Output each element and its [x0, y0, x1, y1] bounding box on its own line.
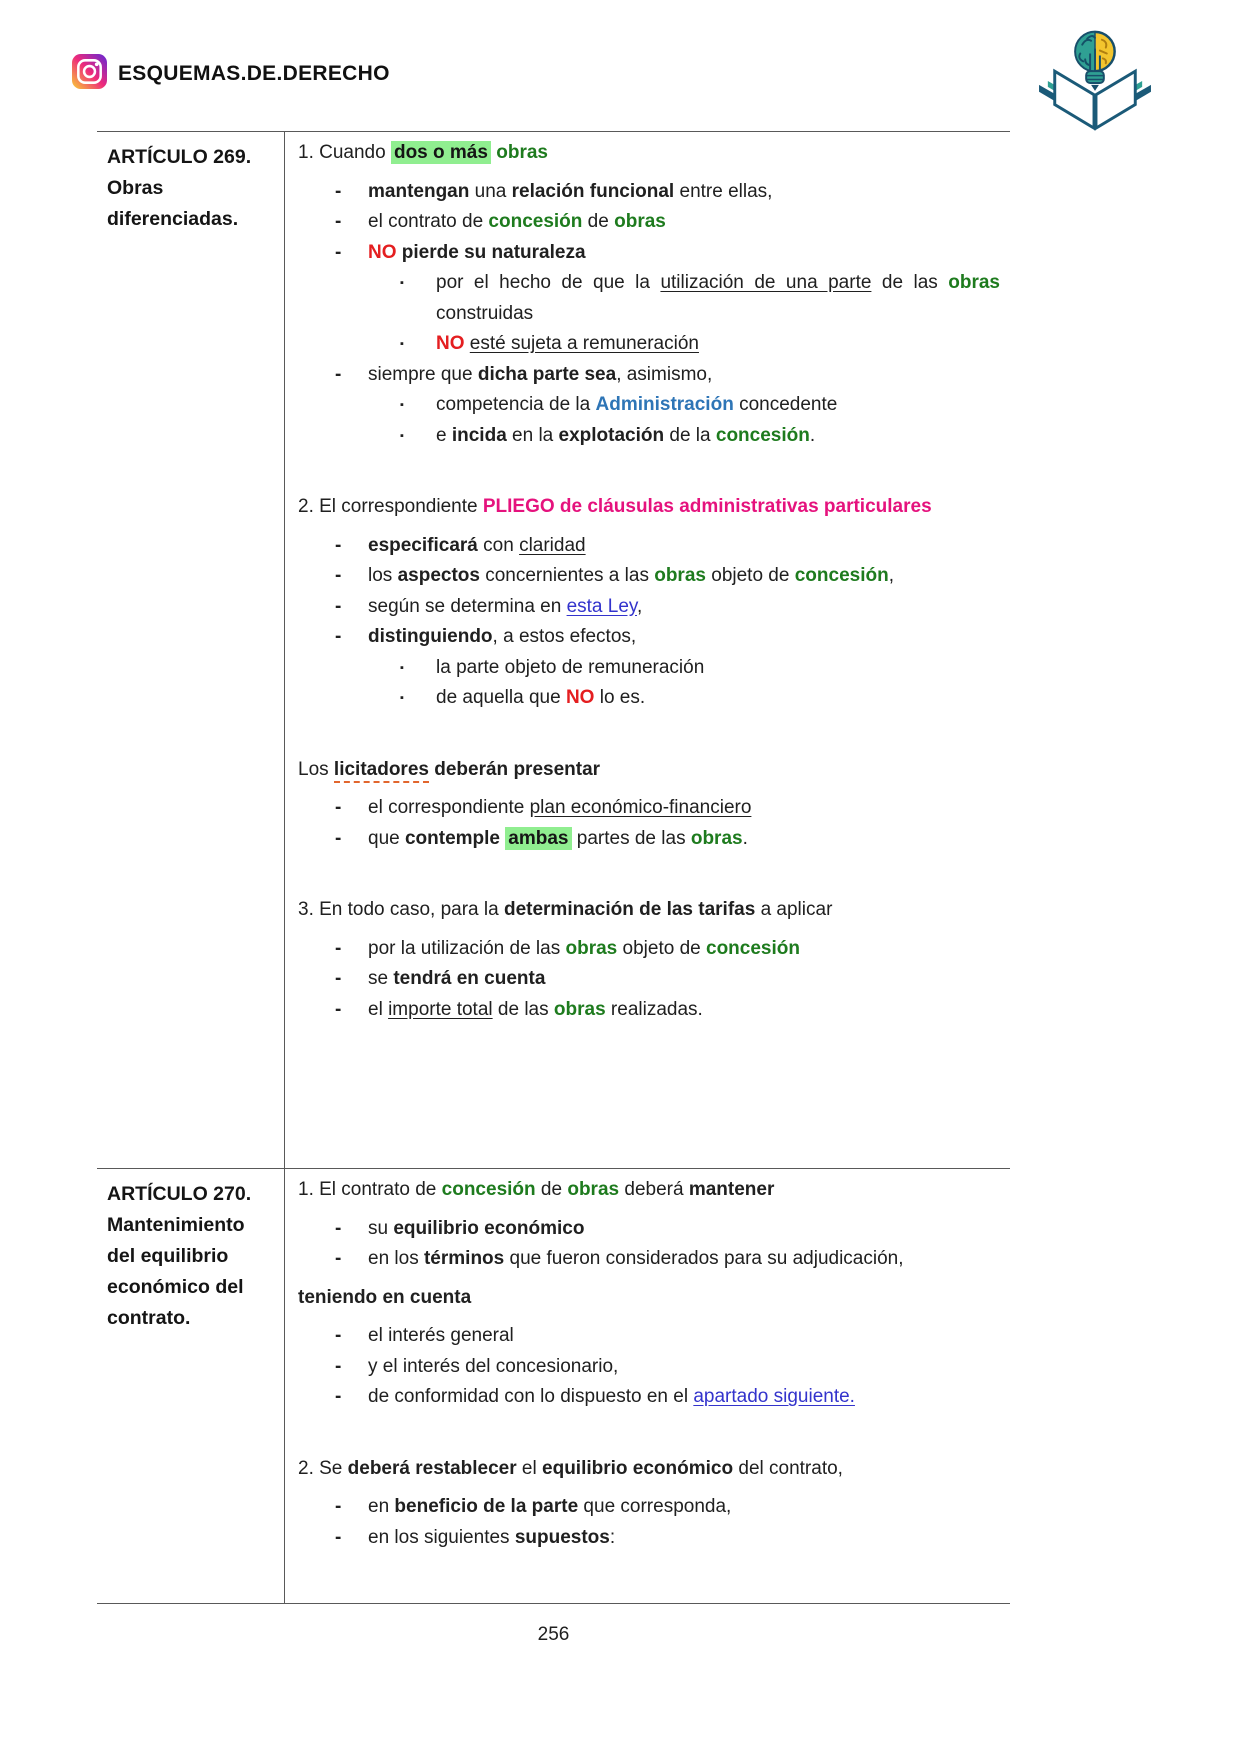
text-segment: concesión: [441, 1179, 536, 1200]
brand-text: ESQUEMAS.DE.DERECHO: [118, 62, 390, 85]
text-segment: competencia de la: [436, 394, 596, 415]
content-line: [293, 1214, 1000, 1245]
text-segment: mantengan: [368, 180, 470, 202]
article-content-cell: [285, 132, 1010, 1168]
text-segment: del contrato,: [733, 1457, 843, 1479]
text-segment: Administración: [595, 394, 734, 415]
dash-bullet: -: [335, 1355, 342, 1377]
text-segment: concesión: [794, 565, 889, 586]
text-segment: utilización de una parte: [660, 272, 872, 293]
text-segment: 1. El contrato de: [298, 1179, 442, 1200]
table-row: [97, 132, 1010, 1169]
text-segment: que fueron considerados para su adjudicación,: [504, 1248, 904, 1269]
content-line: [293, 995, 1000, 1026]
article-title-line: Obras: [107, 177, 164, 199]
text-segment: 2. El correspondiente: [298, 496, 483, 517]
content-line: [293, 390, 1000, 421]
text-segment: el correspondiente: [368, 797, 530, 818]
text-segment: de aquella que: [436, 687, 566, 708]
content-line: [293, 1492, 1000, 1523]
text-segment: relación funcional: [511, 180, 675, 202]
text-segment: PLIEGO de cláusulas administrativas particulares: [482, 496, 932, 517]
text-segment: e: [436, 424, 452, 446]
content-line: [293, 268, 1000, 329]
text-segment: de las: [492, 998, 554, 1020]
text-segment: plan económico-financiero: [529, 797, 752, 818]
text-segment: construidas: [436, 302, 534, 324]
instagram-icon: [72, 54, 107, 94]
page-number: 256: [537, 1624, 570, 1645]
text-segment: 3. En todo caso, para la: [298, 899, 504, 920]
content-line: [293, 492, 1000, 523]
text-segment: en: [368, 1496, 395, 1517]
text-segment: de las: [871, 272, 949, 293]
text-segment: de la: [664, 424, 716, 446]
text-segment: por el hecho de que la: [436, 272, 661, 293]
content-line: [293, 1454, 1000, 1485]
text-segment: , a estos efectos,: [492, 626, 637, 647]
dash-bullet: -: [335, 363, 342, 385]
text-segment: en la: [506, 424, 559, 446]
article-title-line: ARTÍCULO 269.: [107, 146, 252, 168]
text-segment: el: [368, 998, 389, 1020]
text-segment: supuestos: [514, 1526, 610, 1548]
text-segment: la parte objeto de remuneración: [436, 656, 705, 678]
dash-bullet: -: [335, 1325, 342, 1346]
square-bullet: ▪: [400, 338, 404, 350]
text-segment: el interés general: [368, 1325, 514, 1346]
page-header: [72, 54, 390, 94]
text-segment: , asimismo,: [616, 363, 713, 385]
content-line: [293, 1175, 1000, 1206]
text-segment: con: [477, 534, 520, 556]
text-segment: se: [368, 968, 394, 989]
content-line: [293, 592, 1000, 623]
dash-bullet: -: [335, 595, 342, 617]
text-segment: obras: [654, 565, 706, 586]
text-segment: distinguiendo: [368, 626, 493, 647]
text-segment: a aplicar: [755, 899, 833, 920]
content-line: [293, 177, 1000, 208]
text-segment: explotación: [558, 424, 665, 446]
text-segment: ,: [637, 595, 643, 617]
content-line: [293, 1283, 1000, 1314]
article-content-cell: [285, 1169, 1010, 1603]
text-segment: en los siguientes: [368, 1526, 515, 1548]
dash-bullet: -: [335, 937, 342, 959]
text-segment: dos o más: [391, 141, 491, 164]
text-segment: obras: [690, 827, 743, 849]
text-segment: NO: [368, 241, 397, 263]
text-segment: ,: [888, 565, 894, 586]
text-segment: 1. Cuando: [298, 142, 391, 163]
book-brain-lightbulb-logo-icon: [1031, 26, 1159, 136]
text-segment: objeto de: [705, 565, 795, 586]
dash-bullet: -: [335, 1248, 342, 1269]
content-line: [293, 683, 1000, 714]
text-segment: 2. Se: [298, 1457, 348, 1479]
text-segment: entre ellas,: [674, 180, 773, 202]
text-segment: :: [609, 1526, 616, 1548]
text-segment: deberán presentar: [434, 758, 601, 780]
text-segment: lo es.: [594, 687, 646, 708]
text-segment: términos: [423, 1248, 505, 1269]
content-line: [293, 360, 1000, 391]
text-segment: .: [742, 827, 748, 849]
article-title-line: diferenciadas.: [107, 208, 239, 230]
text-segment: pierde su naturaleza: [401, 241, 586, 263]
content-line: [293, 561, 1000, 592]
text-segment: obras: [553, 998, 606, 1020]
text-segment: .: [809, 424, 816, 446]
dash-bullet: -: [335, 1526, 342, 1548]
content-line: [293, 824, 1000, 855]
dash-bullet: -: [335, 1217, 342, 1239]
content-line: [293, 421, 1000, 452]
content-line: [293, 895, 1000, 926]
text-segment: especificará: [368, 534, 478, 556]
article-title-line: ARTÍCULO 270.: [107, 1183, 252, 1205]
square-bullet: ▪: [400, 429, 404, 442]
inline-link[interactable]: esta Ley: [566, 595, 637, 617]
dash-bullet: -: [335, 827, 342, 849]
text-segment: mantener: [688, 1179, 775, 1200]
table-row: [97, 1169, 1010, 1604]
dash-bullet: -: [335, 998, 342, 1020]
text-segment: esté sujeta a remuneración: [469, 333, 699, 354]
content-line: [293, 238, 1000, 269]
text-segment: de: [535, 1179, 568, 1200]
dash-bullet: -: [335, 565, 342, 586]
article-title-line: Mantenimiento: [107, 1214, 245, 1236]
content-line: [293, 207, 1000, 238]
square-bullet: ▪: [400, 399, 404, 411]
text-segment: contemple: [404, 827, 501, 849]
text-segment: importe total: [388, 998, 493, 1020]
content-line: [293, 1523, 1000, 1554]
dash-bullet: -: [335, 797, 342, 818]
article-title-cell: [97, 1169, 285, 1603]
dash-bullet: -: [335, 626, 342, 647]
content-line: [293, 1321, 1000, 1352]
text-segment: objeto de: [617, 937, 706, 959]
article-title-line: contrato.: [107, 1307, 191, 1329]
text-segment: aspectos: [397, 565, 480, 586]
text-segment: concesión: [715, 424, 810, 446]
text-segment: realizadas.: [605, 998, 703, 1020]
text-segment: deberá: [619, 1179, 689, 1200]
text-segment: obras: [496, 142, 548, 163]
text-segment: deberá restablecer: [347, 1457, 517, 1479]
dash-bullet: -: [335, 180, 342, 202]
text-segment: tendrá en cuenta: [393, 968, 546, 989]
text-segment: y el interés del concesionario,: [368, 1355, 619, 1377]
square-bullet: ▪: [400, 661, 404, 674]
text-segment: Los: [298, 758, 334, 780]
text-segment: por la utilización de las: [368, 937, 566, 959]
articles-table: [97, 131, 1010, 1604]
text-segment: una: [469, 180, 512, 202]
text-segment: que: [368, 827, 405, 849]
text-segment: en los: [368, 1248, 424, 1269]
dash-bullet: -: [335, 1386, 342, 1407]
text-segment: determinación de las tarifas: [503, 899, 756, 920]
content-line: [293, 755, 1000, 786]
text-segment: el contrato de: [368, 211, 489, 232]
text-segment: obras: [565, 937, 618, 959]
text-segment: de conformidad con lo dispuesto en el: [368, 1386, 694, 1407]
content-line: [293, 964, 1000, 995]
text-segment: concedente: [733, 394, 838, 415]
square-bullet: ▪: [400, 277, 404, 289]
dash-bullet: -: [335, 211, 342, 232]
text-segment: teniendo en cuenta: [298, 1286, 472, 1308]
text-segment: incida: [451, 424, 507, 446]
article-title-line: del equilibrio: [107, 1245, 229, 1267]
content-line: [293, 622, 1000, 653]
text-segment: siempre que: [368, 363, 478, 385]
text-segment: licitadores: [334, 759, 429, 783]
text-segment: el: [516, 1457, 543, 1479]
content-line: [293, 934, 1000, 965]
content-line: [293, 329, 1000, 360]
content-line: [293, 138, 1000, 169]
text-segment: concernientes a las: [479, 565, 655, 586]
text-segment: de: [582, 211, 615, 232]
text-segment: según se determina en: [368, 595, 567, 617]
content-line: [293, 1244, 1000, 1275]
square-bullet: ▪: [400, 692, 404, 704]
dash-bullet: -: [335, 241, 342, 263]
text-segment: obras: [948, 272, 1000, 293]
text-segment: concesión: [488, 211, 583, 232]
text-segment: obras: [567, 1179, 620, 1200]
text-segment: concesión: [706, 937, 800, 959]
text-segment: equilibrio económico: [393, 1217, 585, 1239]
content-line: [293, 1382, 1000, 1413]
text-segment: los: [368, 565, 398, 586]
text-segment: equilibrio económico: [542, 1457, 734, 1479]
dash-bullet: -: [335, 1496, 342, 1517]
dash-bullet: -: [335, 534, 342, 556]
article-title-line: económico del: [107, 1276, 244, 1298]
text-segment: partes de las: [571, 827, 691, 849]
text-segment: dicha parte sea: [477, 363, 617, 385]
text-segment: NO: [565, 687, 595, 708]
article-title-cell: [97, 132, 285, 1168]
content-line: [293, 653, 1000, 684]
content-line: [293, 793, 1000, 824]
text-segment: que corresponda,: [578, 1496, 732, 1517]
content-line: [293, 531, 1000, 562]
text-segment: su: [368, 1217, 394, 1239]
inline-link[interactable]: apartado siguiente.: [693, 1386, 855, 1407]
text-segment: ambas: [505, 827, 571, 850]
text-segment: obras: [614, 211, 666, 232]
content-line: [293, 1352, 1000, 1383]
text-segment: claridad: [519, 534, 586, 556]
text-segment: NO: [436, 333, 465, 354]
dash-bullet: -: [335, 968, 342, 989]
text-segment: beneficio de la parte: [394, 1496, 579, 1517]
